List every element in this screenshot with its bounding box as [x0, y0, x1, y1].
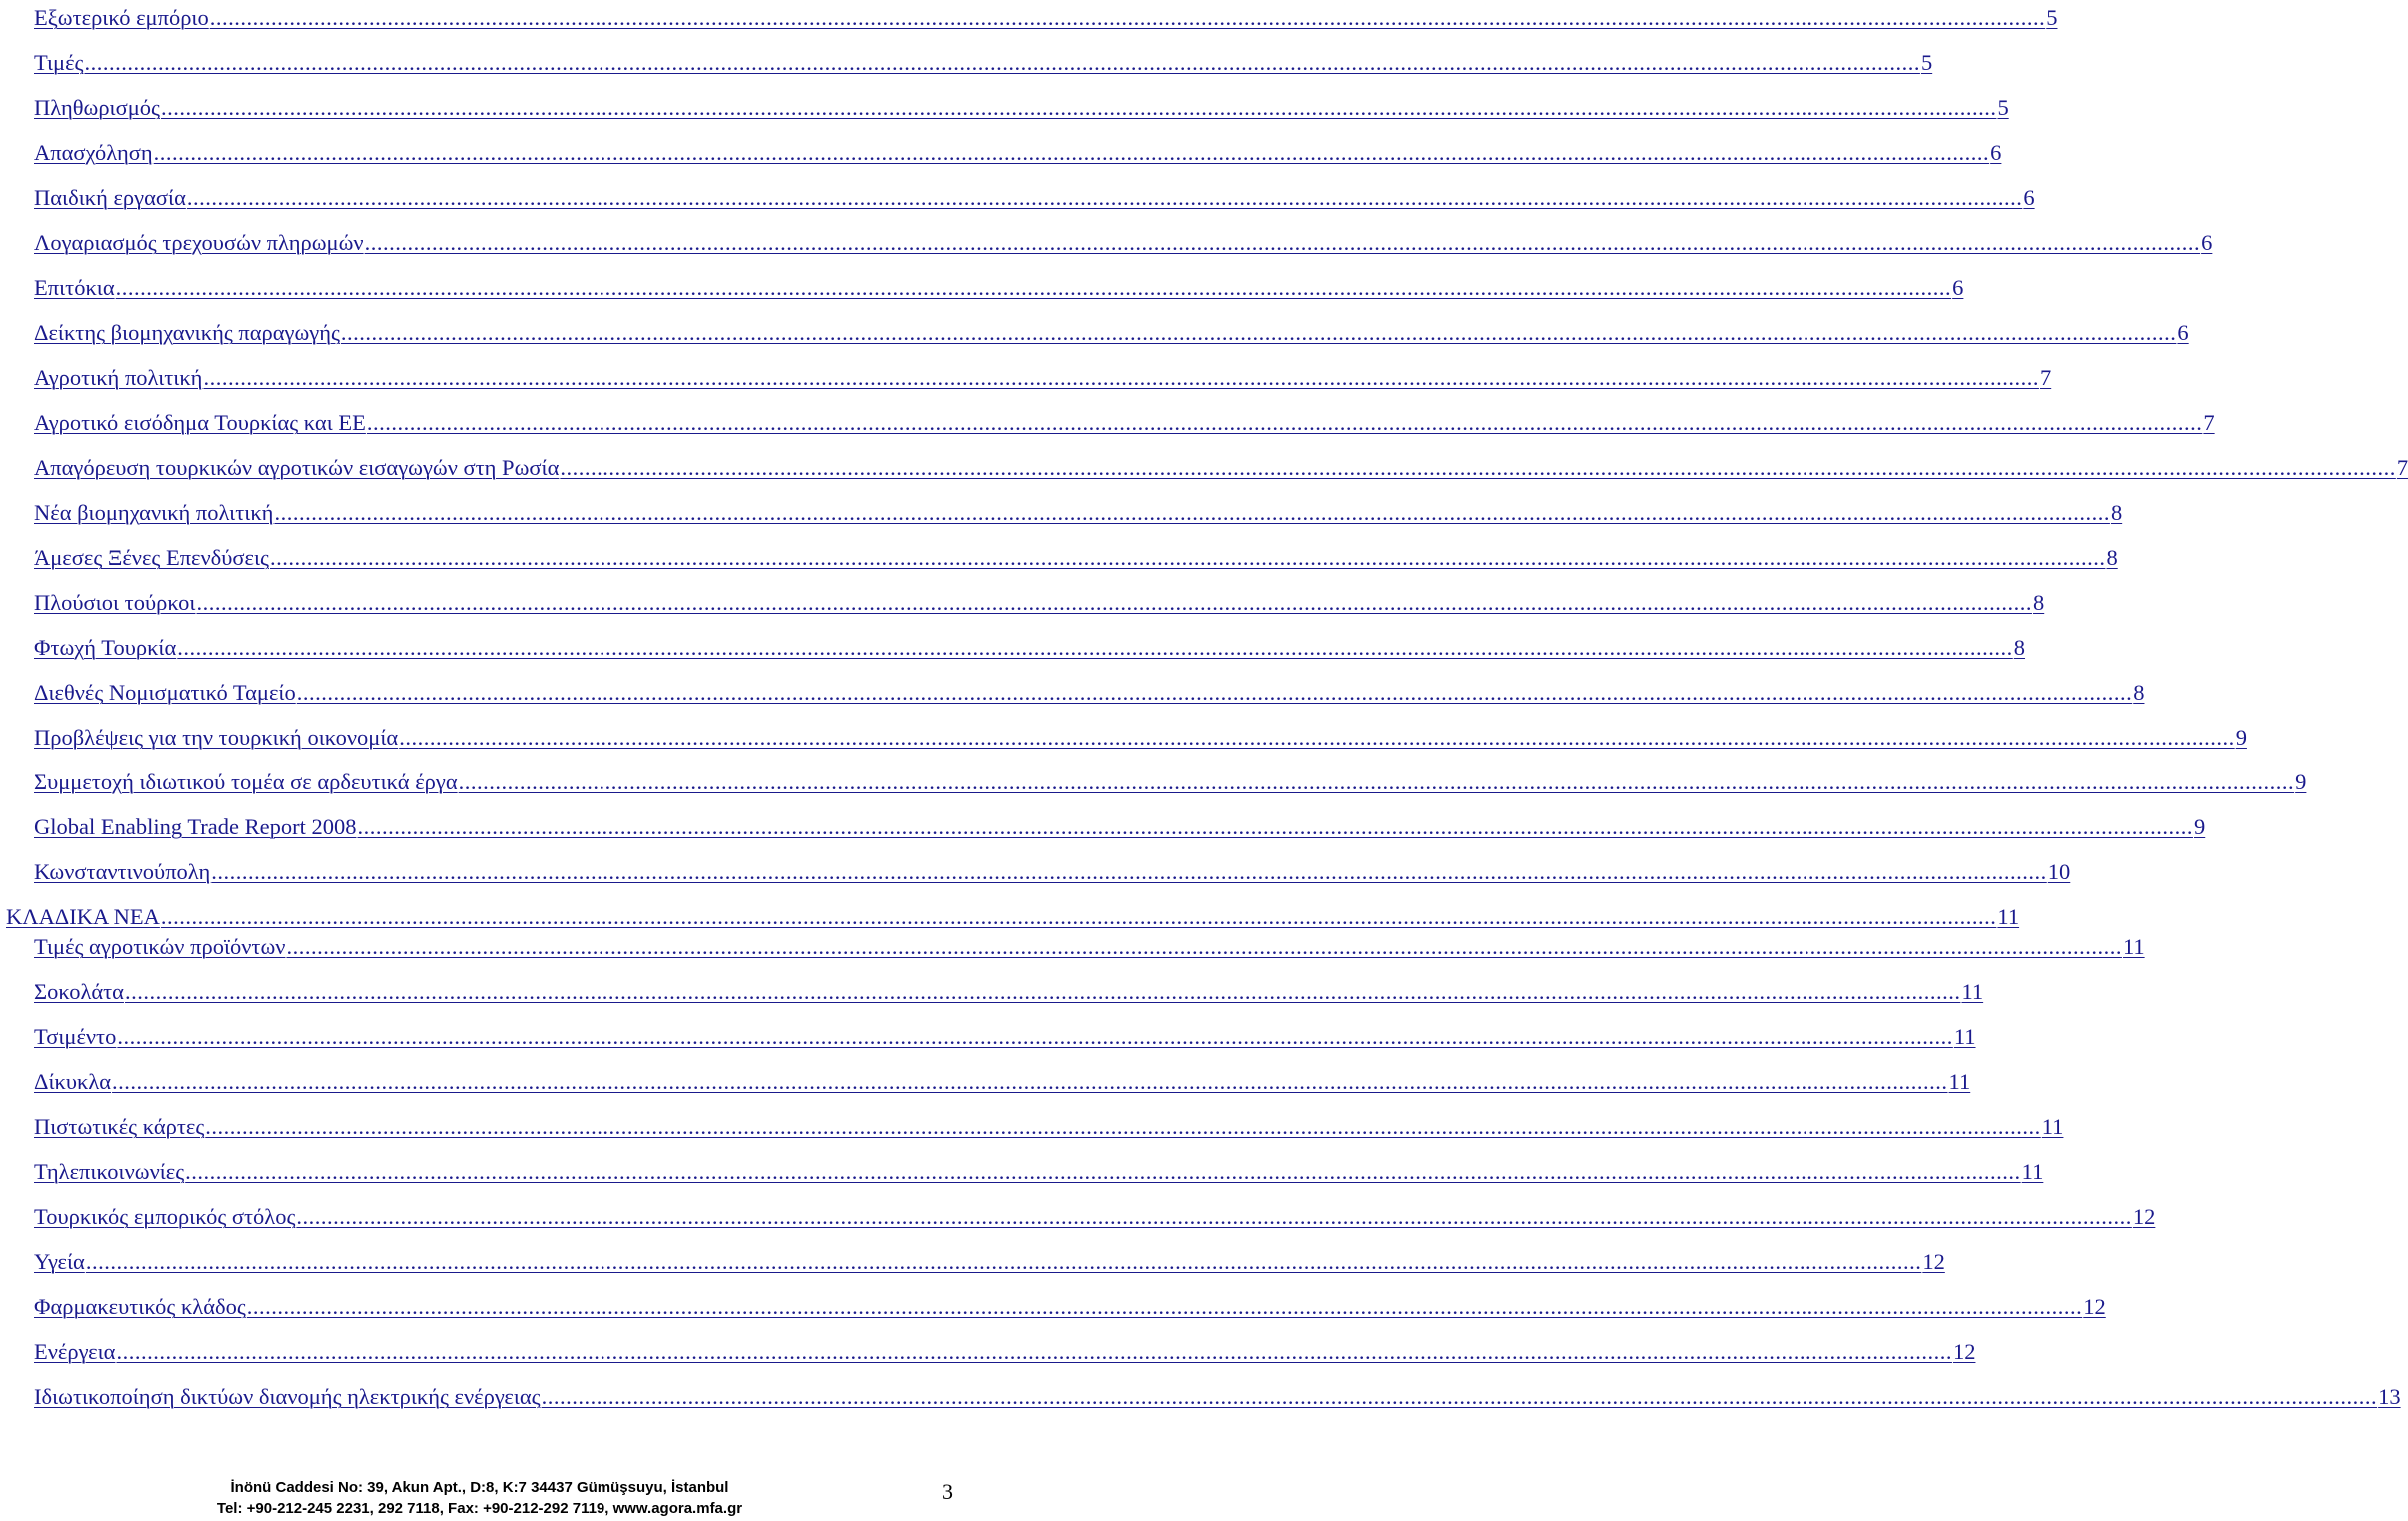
toc-entry-page: 13 [2378, 1384, 2401, 1409]
toc-dot-leader: ............................................................................................................................................................................................................................................................................................................ [209, 5, 2046, 30]
toc-entry-title: Προβλέψεις για την τουρκική οικονομία [34, 725, 399, 750]
toc-entry-title: Global Enabling Trade Report 2008 [34, 814, 357, 839]
toc-entry-page: 9 [2193, 814, 2206, 839]
toc-dot-leader: ............................................................................................................................................................................................................................................................................................................ [85, 1249, 1922, 1274]
toc-dot-leader: ............................................................................................................................................................................................................................................................................................................ [160, 95, 1997, 120]
toc-entry[interactable] [34, 1111, 2064, 1141]
toc-dot-leader: ............................................................................................................................................................................................................................................................................................................ [366, 410, 2203, 435]
toc-entry-title: Τιμές αγροτικών προϊόντων [34, 934, 286, 959]
toc-entry-page: 8 [2013, 635, 2026, 660]
toc-entry-title: Αγροτική πολιτική [34, 365, 203, 390]
toc-entry-page: 7 [2039, 365, 2052, 390]
toc-entry-page: 6 [1990, 140, 2002, 165]
toc-entry[interactable] [34, 1156, 2044, 1186]
toc-entry-title: Διεθνές Νομισματικό Ταμείο [34, 680, 296, 705]
toc-entry[interactable] [34, 47, 1933, 77]
toc-entry-page: 11 [1948, 1069, 1971, 1094]
toc-entry[interactable] [34, 92, 2009, 122]
toc-entry[interactable] [34, 137, 2002, 167]
toc-entry-title: Φαρμακευτικός κλάδος [34, 1294, 246, 1319]
toc-dot-leader: ............................................................................................................................................................................................................................................................................................................ [246, 1294, 2083, 1319]
toc-dot-leader: ............................................................................................................................................................................................................................................................................................................ [364, 230, 2201, 255]
toc-entry[interactable] [34, 1336, 1976, 1366]
toc-dot-leader: ............................................................................................................................................................................................................................................................................................................ [116, 1339, 1952, 1364]
toc-entry[interactable] [34, 362, 2052, 392]
toc-entry-page: 12 [1952, 1339, 1976, 1364]
toc-entry-page: 11 [1953, 1024, 1976, 1049]
toc-entry-page: 5 [1920, 50, 1933, 75]
toc-entry-title: Άμεσες Ξένες Επενδύσεις [34, 545, 269, 570]
toc-entry[interactable] [34, 2, 2058, 32]
toc-dot-leader: ............................................................................................................................................................................................................................................................................................................ [541, 1384, 2378, 1409]
toc-entry-title: Αγροτικό εισόδημα Τουρκίας και ΕΕ [34, 410, 366, 435]
toc-entry-page: 12 [2083, 1294, 2106, 1319]
toc-entry-title: Ενέργεια [34, 1339, 116, 1364]
toc-entry-title: Παιδική εργασία [34, 185, 186, 210]
toc-entry[interactable] [34, 976, 1984, 1006]
toc-entry[interactable] [34, 227, 2213, 257]
toc-dot-leader: ............................................................................................................................................................................................................................................................................................................ [458, 769, 2295, 794]
toc-section-heading[interactable] [6, 901, 2020, 931]
toc-entry-title: ΚΛΑΔΙΚΑ ΝΕΑ [6, 904, 160, 929]
page-number: 3 [942, 1479, 953, 1504]
footer-contact: Tel: +90-212-245 2231, 292 7118, Fax: +90-212-292 7119, www.agora.mfa.gr [216, 1500, 743, 1517]
toc-entry-title: Υγεία [34, 1249, 85, 1274]
toc-entry[interactable] [34, 452, 2408, 482]
toc-dot-leader: ............................................................................................................................................................................................................................................................................................................ [185, 1159, 2021, 1184]
toc-entry[interactable] [34, 587, 2045, 617]
toc-entry-page: 11 [2021, 1159, 2044, 1184]
toc-dot-leader: ............................................................................................................................................................................................................................................................................................................ [186, 185, 2023, 210]
toc-entry-title: Απαγόρευση τουρκικών αγροτικών εισαγωγών στη Ρωσία [34, 455, 560, 480]
toc-entry-page: 12 [1922, 1249, 1945, 1274]
toc-entry-page: 6 [2201, 230, 2213, 255]
toc-entry-page: 6 [2177, 320, 2189, 345]
toc-entry[interactable] [34, 272, 1964, 302]
toc-dot-leader: ............................................................................................................................................................................................................................................................................................................ [84, 50, 1920, 75]
toc-entry-title: Πλούσιοι τούρκοι [34, 590, 196, 615]
toc-dot-leader: ............................................................................................................................................................................................................................................................................................................ [124, 979, 1961, 1004]
toc-entry-page: 11 [1961, 979, 1984, 1004]
toc-entry-title: Τηλεπικοινωνίες [34, 1159, 185, 1184]
toc-entry-page: 8 [2133, 680, 2145, 705]
toc-entry[interactable] [34, 1201, 2156, 1231]
toc-dot-leader: ............................................................................................................................................................................................................................................................................................................ [115, 275, 1952, 300]
toc-entry[interactable] [34, 1021, 1976, 1051]
toc-entry-page: 5 [2046, 5, 2058, 30]
toc-entry-title: Εξωτερικό εμπόριο [34, 5, 209, 30]
toc-entry-page: 8 [2032, 590, 2045, 615]
toc-dot-leader: ............................................................................................................................................................................................................................................................................................................ [196, 590, 2032, 615]
toc-dot-leader: ............................................................................................................................................................................................................................................................................................................ [296, 680, 2133, 705]
toc-entry[interactable] [34, 407, 2215, 437]
toc-entry-title: Πιστωτικές κάρτες [34, 1114, 205, 1139]
toc-entry-page: 11 [2122, 934, 2145, 959]
toc-entry-page: 5 [1997, 95, 2009, 120]
toc-entry-page: 11 [2041, 1114, 2064, 1139]
toc-dot-leader: ............................................................................................................................................................................................................................................................................................................ [203, 365, 2039, 390]
toc-dot-leader: ............................................................................................................................................................................................................................................................................................................ [296, 1204, 2132, 1229]
toc-entry-title: Τουρκικός εμπορικός στόλος [34, 1204, 296, 1229]
toc-entry[interactable] [34, 766, 2307, 796]
toc-entry-title: Συμμετοχή ιδιωτικού τομέα σε αρδευτικά έργα [34, 769, 458, 794]
toc-entry[interactable] [34, 856, 2071, 886]
toc-entry[interactable] [34, 317, 2189, 347]
toc-entry[interactable] [34, 722, 2247, 752]
toc-entry-page: 6 [1952, 275, 1964, 300]
toc-entry-page: 9 [2235, 725, 2247, 750]
toc-entry[interactable] [34, 931, 2145, 961]
toc-entry[interactable] [34, 811, 2206, 841]
toc-entry-title: Νέα βιομηχανική πολιτική [34, 500, 274, 525]
toc-entry-page: 8 [2106, 545, 2118, 570]
toc-entry-page: 9 [2295, 769, 2307, 794]
toc-dot-leader: ............................................................................................................................................................................................................................................................................................................ [177, 635, 2013, 660]
toc-entry-page: 12 [2132, 1204, 2156, 1229]
toc-dot-leader: ............................................................................................................................................................................................................................................................................................................ [269, 545, 2106, 570]
toc-entry-page: 11 [1997, 904, 2020, 929]
toc-entry-title: Σοκολάτα [34, 979, 124, 1004]
toc-entry-title: Δίκυκλα [34, 1069, 112, 1094]
toc-entry[interactable] [34, 1246, 1945, 1276]
page-footer [0, 1475, 959, 1521]
footer-address: İnönü Caddesi No: 39, Akun Apt., D:8, K:7 34437 Gümüşsuyu, İstanbul [230, 1479, 729, 1496]
toc-dot-leader: ............................................................................................................................................................................................................................................................................................................ [357, 814, 2193, 839]
toc-dot-leader: ............................................................................................................................................................................................................................................................................................................ [274, 500, 2110, 525]
toc-entry[interactable] [34, 632, 2026, 662]
toc-dot-leader: ............................................................................................................................................................................................................................................................................................................ [153, 140, 1990, 165]
toc-dot-leader: ............................................................................................................................................................................................................................................................................................................ [399, 725, 2235, 750]
toc-entry-page: 7 [2396, 455, 2408, 480]
toc-dot-leader: ............................................................................................................................................................................................................................................................................................................ [560, 455, 2396, 480]
toc-entry-title: Απασχόληση [34, 140, 153, 165]
toc-dot-leader: ............................................................................................................................................................................................................................................................................................................ [211, 859, 2047, 884]
toc-dot-leader: ............................................................................................................................................................................................................................................................................................................ [117, 1024, 1953, 1049]
toc-entry-title: Λογαριασμός τρεχουσών πληρωμών [34, 230, 364, 255]
toc-entry-title: Τσιμέντο [34, 1024, 117, 1049]
toc-entry-title: Δείκτης βιομηχανικής παραγωγής [34, 320, 340, 345]
toc-entry-title: Κωνσταντινούπολη [34, 859, 211, 884]
toc-entry-title: Ιδιωτικοποίηση δικτύων διανομής ηλεκτρικής ενέργειας [34, 1384, 541, 1409]
toc-dot-leader: ............................................................................................................................................................................................................................................................................................................ [286, 934, 2122, 959]
toc-dot-leader: ............................................................................................................................................................................................................................................................................................................ [205, 1114, 2041, 1139]
toc-entry-title: Πληθωρισμός [34, 95, 160, 120]
toc-dot-leader: ............................................................................................................................................................................................................................................................................................................ [340, 320, 2177, 345]
toc-entry[interactable] [34, 1066, 1971, 1096]
toc-entry-page: 10 [2047, 859, 2071, 884]
toc-entry[interactable] [34, 1291, 2106, 1321]
toc-entry[interactable] [34, 677, 2145, 707]
toc-entry-title: Τιμές [34, 50, 84, 75]
toc-dot-leader: ............................................................................................................................................................................................................................................................................................................ [112, 1069, 1948, 1094]
toc-dot-leader: ............................................................................................................................................................................................................................................................................................................ [160, 904, 1997, 929]
toc-entry-title: Φτωχή Τουρκία [34, 635, 177, 660]
toc-entry-page: 6 [2023, 185, 2035, 210]
toc-entry[interactable] [34, 182, 2035, 212]
toc-entry[interactable] [34, 542, 2118, 572]
toc-entry-page: 8 [2110, 500, 2123, 525]
toc-entry[interactable] [34, 497, 2123, 527]
toc-entry[interactable] [34, 1381, 2401, 1411]
toc-entry-title: Επιτόκια [34, 275, 115, 300]
toc-entry-page: 7 [2203, 410, 2215, 435]
